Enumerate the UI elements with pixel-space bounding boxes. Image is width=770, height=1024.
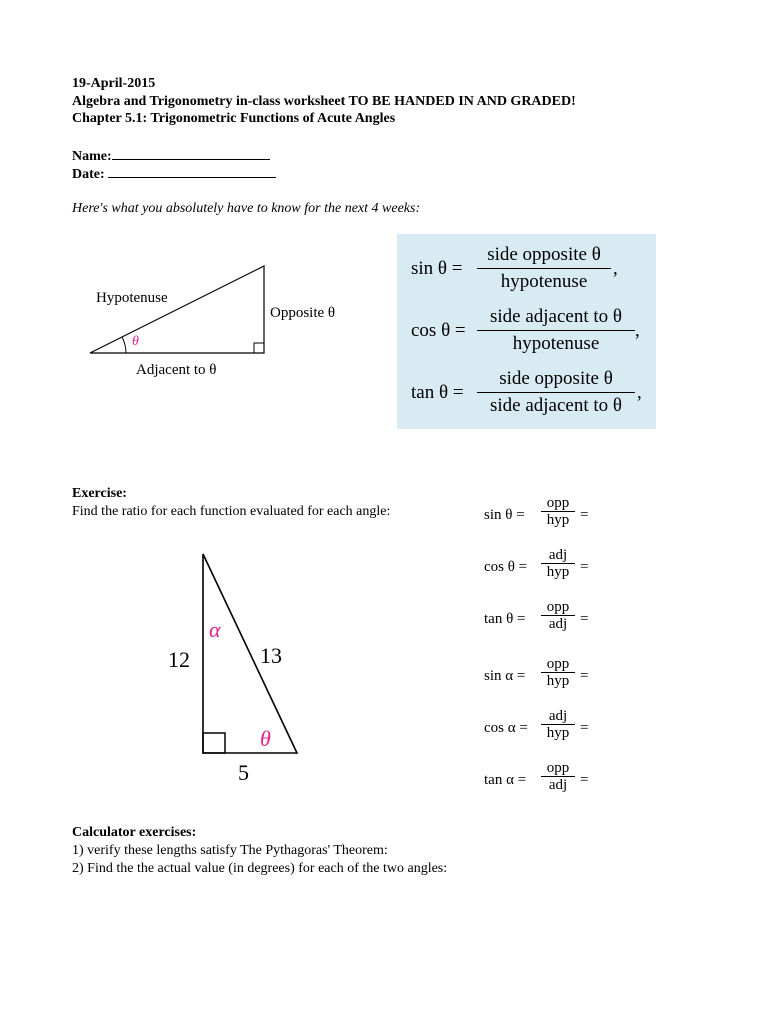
ratio-equals: =	[580, 611, 589, 627]
adjacent-label: Adjacent to θ	[136, 362, 217, 378]
ratio-label: tan θ =	[484, 611, 526, 627]
side-5-label: 5	[238, 760, 249, 785]
trail-comma: ,	[637, 382, 642, 403]
theta-label: θ	[260, 726, 271, 751]
date-blank[interactable]	[108, 164, 276, 178]
exercise-instruction: Find the ratio for each function evaluated for each angle:	[72, 504, 391, 519]
chapter-title: Chapter 5.1: Trigonometric Functions of Acute Angles	[72, 111, 396, 126]
intro-text: Here's what you absolutely have to know for the next 4 weeks:	[72, 201, 421, 216]
ratio-num: opp	[546, 495, 570, 511]
tan-fraction	[477, 368, 635, 417]
sin-fraction	[477, 244, 611, 293]
tan-numerator: side opposite θ	[499, 368, 613, 389]
exercise-triangle	[160, 545, 320, 790]
theta-label: θ	[132, 334, 139, 349]
opposite-label: Opposite θ	[270, 305, 336, 321]
ratio-den: hyp	[546, 512, 570, 528]
tan-denominator: side adjacent to θ	[489, 395, 623, 416]
hypotenuse-label: Hypotenuse	[96, 290, 168, 306]
calculator-heading: Calculator exercises:	[72, 825, 197, 840]
ratio-den: hyp	[546, 673, 570, 689]
calculator-item-1: 1) verify these lengths satisfy The Pythagoras' Theorem:	[72, 843, 388, 858]
reference-triangle	[80, 255, 370, 385]
ratio-fraction	[541, 760, 575, 793]
ratio-num: opp	[546, 760, 570, 776]
ratio-num: adj	[548, 547, 568, 563]
fraction-bar	[477, 392, 635, 393]
ratio-den: hyp	[546, 564, 570, 580]
ratio-fraction	[541, 599, 575, 632]
fraction-bar	[477, 330, 635, 331]
ratio-label: sin θ =	[484, 507, 525, 523]
tan-label: tan θ =	[411, 382, 464, 403]
ratio-fraction	[541, 547, 575, 580]
ratio-den: adj	[548, 777, 568, 793]
cos-numerator: side adjacent to θ	[489, 306, 623, 327]
ratio-den: hyp	[546, 725, 570, 741]
side-12-label: 12	[168, 647, 190, 672]
ratio-num: adj	[548, 708, 568, 724]
exercise-heading: Exercise:	[72, 486, 127, 501]
trail-comma: ,	[613, 258, 618, 279]
cos-denominator: hypotenuse	[512, 333, 600, 354]
ratio-equals: =	[580, 668, 589, 684]
sin-numerator: side opposite θ	[487, 244, 601, 265]
name-line	[72, 146, 270, 166]
sin-label: sin θ =	[411, 258, 463, 279]
date-line	[72, 164, 276, 184]
ratio-den: adj	[548, 616, 568, 632]
fraction-bar	[477, 268, 611, 269]
ratio-label: cos θ =	[484, 559, 528, 575]
ratio-equals: =	[580, 772, 589, 788]
ratio-equals: =	[580, 507, 589, 523]
ratio-equals: =	[580, 720, 589, 736]
name-label: Name:	[72, 149, 112, 164]
worksheet-date: 19-April-2015	[72, 76, 156, 91]
alpha-label: α	[209, 617, 221, 642]
date-label: Date:	[72, 167, 109, 182]
ratio-label: tan α =	[484, 772, 527, 788]
side-13-label: 13	[260, 643, 282, 668]
trail-comma: ,	[635, 320, 640, 341]
ratio-label: sin α =	[484, 668, 526, 684]
ratio-num: opp	[546, 656, 570, 672]
sin-denominator: hypotenuse	[500, 271, 588, 292]
ratio-fraction	[541, 495, 575, 528]
worksheet-title: Algebra and Trigonometry in-class worksheet TO BE HANDED IN AND GRADED!	[72, 94, 576, 109]
calculator-item-2: 2) Find the the actual value (in degrees) for each of the two angles:	[72, 861, 448, 876]
definitions-box	[397, 234, 656, 429]
cos-fraction	[477, 306, 635, 355]
ratio-num: opp	[546, 599, 570, 615]
ratio-label: cos α =	[484, 720, 528, 736]
name-blank[interactable]	[112, 146, 270, 160]
ratio-fraction	[541, 708, 575, 741]
ratio-fraction	[541, 656, 575, 689]
cos-label: cos θ =	[411, 320, 466, 341]
ratio-equals: =	[580, 559, 589, 575]
